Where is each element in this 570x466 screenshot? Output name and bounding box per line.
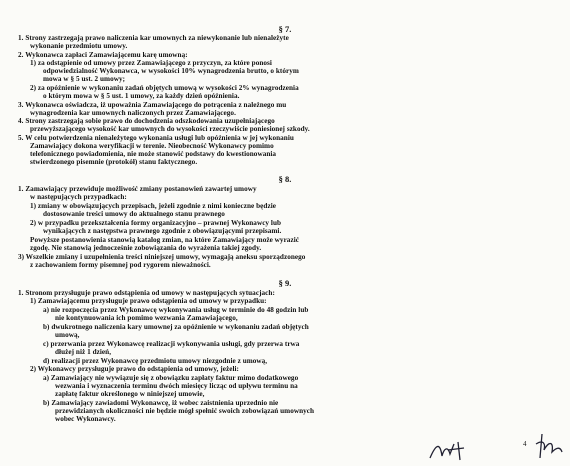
text-line: 5. W celu potwierdzenia nienależytego wykonania usługi lub opóźnienia w jej wykonaniu [18,134,294,142]
text-line: 2) Wykonawcy przysługuje prawo do odstąpienia od umowy, jeżeli: [30,365,239,373]
text-line: Powyższe postanowienia stanowią katalog zmian, na które Zamawiający może wyrazić [30,236,299,244]
text-line: 3. Wykonawca oświadcza, iż upoważnia Zamawiającego do potrącenia z należnego mu [18,101,287,109]
text-line: 2. Wykonawca zapłaci Zamawiającemu karę umowną: [18,51,188,59]
text-line: b) dwukrotnego naliczenia kary umownej za opóźnienie w wykonaniu zadań objętych [43,323,309,331]
text-line: 2) za opóźnienie w wykonaniu zadań objętych umową w wysokości 2% wynagrodzenia [30,84,299,92]
text-line: 4. Strony zastrzegają sobie prawo do dochodzenia odszkodowania uzupełniającego [18,117,275,125]
text-line: 1. Zamawiający przewiduje możliwość zmiany postanowień zawartej umowy [18,185,257,193]
text-line: 3) Wszelkie zmiany i uzupełnienia treści niniejszej umowy, wymagają aneksu sporządzonego [18,253,306,261]
text-line: 1. Stronom przysługuje prawo odstąpienia od umowy w następujących sytuacjach: [18,289,275,297]
text-line: w następujących przypadkach: [30,193,127,201]
text-line: dostosowanie treści umowy do aktualnego stanu prawnego [43,210,225,218]
text-line: stwierdzonego pisemnie (protokół) stanu faktycznego. [30,158,198,166]
text-line: wynikających z następstwa prawnego zgodnie z obowiązującymi przepisami. [43,227,282,235]
signature-left [428,438,472,462]
text-line: przewidzianych okoliczności nie będzie mógł spełnić swoich zobowiązań umownych [55,407,315,415]
section-7-heading: § 7. [278,24,292,34]
text-line: przewyższającego wysokość kar umownych do wysokości rzeczywiście poniesionej szkody. [30,125,310,133]
text-line: wykonanie przedmiotu umowy. [30,42,128,50]
page-number: 4 [523,440,527,448]
text-line: 2) w przypadku przekształcenia formy organizacyjno – prawnej Wykonawcy lub [30,219,282,227]
text-line: c) przerwania przez Wykonawcę realizacji wykonywania usługi, gdy przerwa trwa [43,340,300,348]
text-line: telefonicznego powiadomienia, nie może stanowić podstawy do kwestionowania [30,150,277,158]
text-line: umową, [55,331,80,339]
text-line: zgodę. Nie stanowią jednocześnie zobowiązania do wyrażenia takiej zgody. [30,244,262,252]
text-line: 1) Zamawiającemu przysługuje prawo odstąpienia od umowy w przypadku: [30,297,267,305]
text-line: wobec Wykonawcy. [55,415,116,423]
section-8-heading: § 8. [278,174,292,184]
text-line: zapłatę faktur określonego w niniejszej umowie, [55,390,205,398]
text-line: wynagrodzenia kar umownych naliczonych przez Zamawiającego. [30,109,236,117]
text-line: 1) zmiany w obowiązujących przepisach, jeżeli zgodnie z nimi konieczne będzie [30,202,276,210]
text-line: o którym mowa w § 5 ust. 1 umowy, za każdy dzień opóźnienia. [43,92,240,100]
text-line: odpowiedzialność Wykonawca, w wysokości 10% wynagrodzenia brutto, o którym [43,67,299,75]
text-line: a) nie rozpoczęcia przez Wykonawcę wykonywania usług w terminie do 48 godzin lub [43,306,309,314]
text-line: Zamawiający dokona weryfikacji w terenie. Nieobecność Wykonawcy pomimo [30,142,274,150]
text-line: 1) za odstąpienie od umowy przez Zamawiającego z przyczyn, za które ponosi [30,59,272,67]
section-9-heading: § 9. [278,278,292,288]
text-line: a) Zamawiający nie wywiązuje się z obowiązku zapłaty faktur mimo dodatkowego [43,374,299,382]
signature-right [532,430,566,462]
text-line: dłużej niż 1 dzień, [55,348,112,356]
text-line: z zachowaniem formy pisemnej pod rygorem nieważności. [30,261,211,269]
text-line: 1. Strony zastrzegają prawo naliczenia kar umownych za niewykonanie lub nienależyte [18,34,289,42]
text-line: mowa w § 5 ust. 2 umowy; [43,75,126,83]
text-line: b) Zamawiający zawiadomi Wykonawcę, iż wobec zaistnienia uprzednio nie [43,399,279,407]
text-line: d) realizacji przez Wykonawcę przedmiotu umowy niezgodnie z umową, [43,357,268,365]
text-line: wezwania i wyznaczenia terminu dwóch miesięcy licząc od upływu terminu na [55,382,298,390]
text-line: nie kontynuowania ich pomimo wezwania Zamawiającego, [55,314,238,322]
